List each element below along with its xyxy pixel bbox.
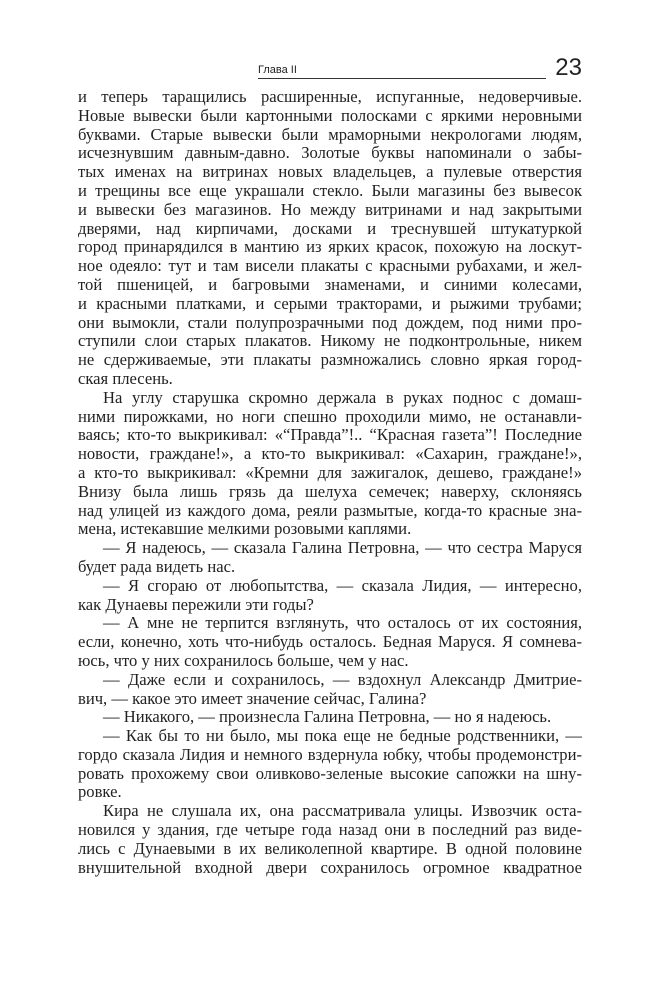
text-line: — Даже если и сохранилось, — вздохнул Александр Дмитрие- [103, 669, 582, 689]
text-line: и теперь таращились расширенные, испуганные, недоверчивые. [78, 87, 582, 106]
text-line: как Дунаевы пережили эти годы? [78, 594, 314, 614]
text-line: новился у здания, где четыре года назад они в последний раз виде- [78, 820, 582, 840]
text-line: ваясь; кто-то выкрикивал: «“Правда”!.. “Красная газета”! Последние [78, 425, 582, 445]
text-line: и трещины все еще украшали стекло. Были магазины без вывесок [78, 180, 582, 200]
text-line: Внизу была лишь грязь да шелуха семечек; наверху, склоняясь [78, 481, 582, 501]
text-line: и вывески без магазинов. Но между витринами и над закрытыми [78, 199, 582, 219]
text-line: ровать прохожему свои оливково-зеленые высокие сапожки на шну- [78, 763, 582, 783]
text-line: ное одеяло: тут и там висели плакаты с красными рубахами, и жел- [78, 256, 582, 276]
paragraph [78, 708, 582, 727]
running-header [258, 56, 582, 82]
body-text [78, 88, 582, 877]
text-line: буквами. Старые вывески были мраморными некрологами людям, [78, 124, 582, 144]
text-line: — Как бы то ни было, мы пока еще не бедные родственники, — [103, 726, 582, 746]
text-line: Новые вывески были картонными полосками с яркими неровными [78, 105, 582, 125]
text-line: они вымокли, стали полупрозрачными под дождем, под ними про- [78, 312, 582, 332]
paragraph [78, 802, 582, 877]
text-line: ними пирожками, но ноги спешно проходили мимо, не останавли- [78, 406, 582, 426]
text-line: лись с Дунаевыми в их великолепной квартире. В одной половине [78, 838, 582, 858]
text-line: — А мне не терпится взглянуть, что осталось от их состояния, [103, 613, 582, 633]
text-line: и красными платками, и серыми тракторами, и рыжими трубами; [78, 293, 582, 313]
paragraph [78, 539, 582, 577]
text-line: — Я надеюсь, — сказала Галина Петровна, — что сестра Маруся [103, 538, 582, 558]
text-line: над улицей из каждого дома, реяли размытые, когда-то красные зна- [78, 500, 582, 520]
text-line: новости, граждане!», а кто-то выкрикивал: «Сахарин, граждане!», [78, 444, 582, 464]
paragraph [78, 671, 582, 709]
text-line: На углу старушка скромно держала в руках поднос с домаш- [103, 387, 582, 407]
text-line: исчезнувшим давным-давно. Золотые буквы напоминали о забы- [78, 143, 582, 163]
text-line: той пшеницей, и багровыми знаменами, и синими колесами, [78, 274, 582, 294]
text-line: не сдерживаемые, эти плакаты размножались словно яркая город- [78, 350, 582, 370]
text-line: а кто-то выкрикивал: «Кремни для зажигалок, дешево, граждане!» [78, 462, 582, 482]
text-line: дверями, над кирпичами, досками и треснувшей штукатуркой [78, 218, 582, 238]
text-line: мена, истекавшие мелкими розовыми каплями. [78, 519, 412, 539]
text-line: тых именах на витринах новых владельцев, а пулевые отверстия [78, 162, 582, 182]
header-rule [258, 78, 546, 79]
text-line: ступили слои старых плакатов. Никому не подконтрольные, никем [78, 331, 582, 351]
chapter-title: Глава II [258, 64, 297, 76]
text-line: вич, — какое это имеет значение сейчас, Галина? [78, 688, 427, 708]
text-line: ская плесень. [78, 368, 173, 388]
paragraph [78, 727, 582, 802]
text-line: — Я сгораю от любопытства, — сказала Лидия, — интересно, [103, 575, 582, 595]
page-number: 23 [555, 54, 582, 81]
paragraph [78, 577, 582, 615]
text-line: гордо сказала Лидия и немного вздернула юбку, чтобы продемонстри- [78, 744, 582, 764]
text-line: внушительной входной двери сохранилось огромное квадратное [78, 857, 582, 877]
paragraph [78, 614, 582, 670]
text-line: юсь, что у них сохранилось больше, чем у нас. [78, 650, 409, 670]
text-line: ровке. [78, 782, 122, 802]
text-line: если, конечно, хоть что-нибудь осталось. Бедная Маруся. Я сомнева- [78, 632, 582, 652]
paragraph [78, 88, 582, 389]
text-line: город принарядился в мантию из ярких красок, похожую на лоскут- [78, 237, 582, 257]
paragraph [78, 389, 582, 539]
text-line: Кира не слушала их, она рассматривала улицы. Извозчик оста- [103, 801, 582, 821]
text-line: будет рада видеть нас. [78, 556, 236, 576]
text-line: — Никакого, — произнесла Галина Петровна, — но я надеюсь. [103, 707, 552, 727]
